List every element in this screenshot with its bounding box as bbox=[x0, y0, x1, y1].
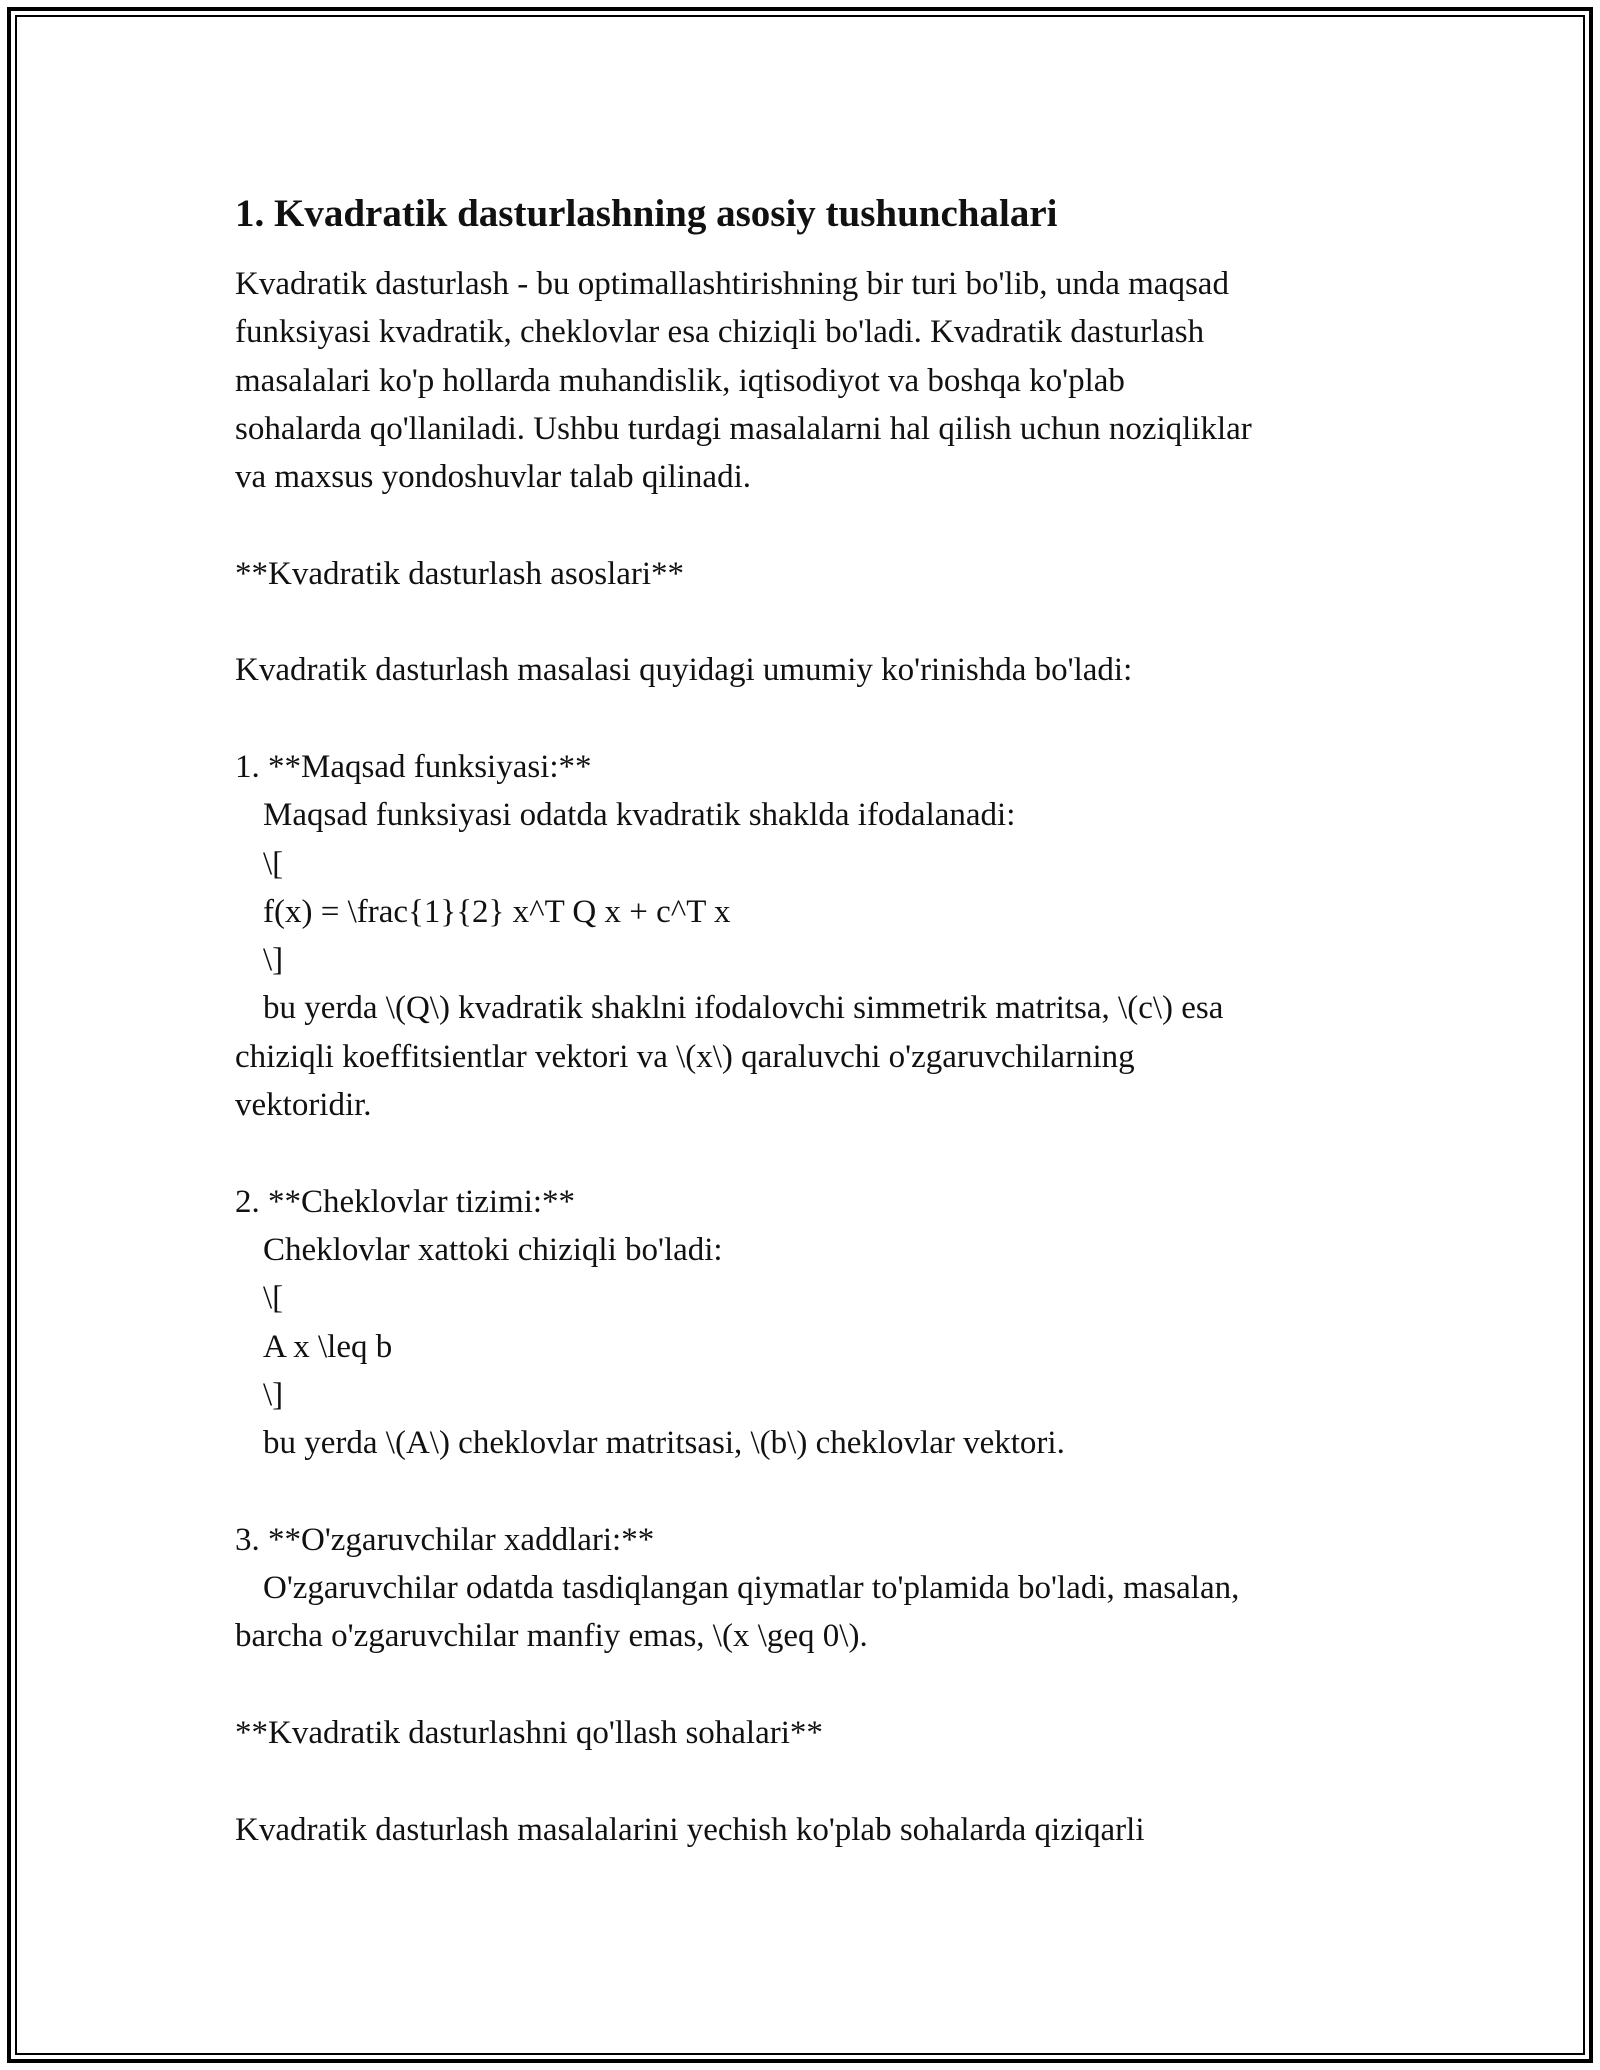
blank-line bbox=[235, 1467, 1385, 1515]
list-item-2-title: 2. **Cheklovlar tizimi:** bbox=[235, 1183, 576, 1220]
document-body bbox=[235, 190, 1385, 1854]
intro-line-1: Kvadratik dasturlash - bu optimallashtirishning bir turi bo'lib, unda maqsad bbox=[235, 266, 1229, 302]
formula-open: \[ bbox=[263, 1280, 284, 1317]
intro-line-5: va maxsus yondoshuvlar talab qilinadi. bbox=[235, 459, 751, 496]
blank-line bbox=[235, 695, 1385, 743]
blank-line bbox=[235, 501, 1385, 549]
formula-open: \[ bbox=[263, 845, 284, 882]
intro-line-3: masalalari ko'p hollarda muhandislik, iqtisodiyot va boshqa ko'plab bbox=[235, 362, 1125, 399]
blank-line bbox=[235, 1661, 1385, 1709]
general-form-line: Kvadratik dasturlash masalasi quyidagi umumiy ko'rinishda bo'ladi: bbox=[235, 652, 1133, 689]
blank-line bbox=[235, 1129, 1385, 1177]
list-item-3-text-1: O'zgaruvchilar odatda tasdiqlangan qiymatlar to'plamida bo'ladi, masalan, bbox=[263, 1570, 1240, 1607]
list-item-1-title: 1. **Maqsad funksiyasi:** bbox=[235, 748, 592, 785]
blank-line bbox=[235, 1757, 1385, 1805]
formula-objective: f(x) = \frac{1}{2} x^T Q x + c^T x bbox=[263, 893, 731, 930]
section-heading: 1. Kvadratik dasturlashning asosiy tushunchalari bbox=[235, 192, 1058, 235]
formula-constraint: A x \leq b bbox=[263, 1328, 393, 1365]
formula-close: \] bbox=[263, 942, 284, 979]
list-item-1-text: Maqsad funksiyasi odatda kvadratik shaklda ifodalanadi: bbox=[263, 797, 1016, 834]
list-item-1-explanation-2: chiziqli koeffitsientlar vektori va \(x\) qaraluvchi o'zgaruvchilarning bbox=[235, 1038, 1135, 1075]
list-item-3-title: 3. **O'zgaruvchilar xaddlari:** bbox=[235, 1521, 655, 1558]
intro-line-2: funksiyasi kvadratik, cheklovlar esa chiziqli bo'ladi. Kvadratik dasturlash bbox=[235, 314, 1205, 351]
formula-close: \] bbox=[263, 1376, 284, 1413]
list-item-3-text-2: barcha o'zgaruvchilar manfiy emas, \(x \geq 0\). bbox=[235, 1618, 868, 1655]
subheading-asoslari: **Kvadratik dasturlash asoslari** bbox=[235, 555, 685, 592]
list-item-2-text: Cheklovlar xattoki chiziqli bo'ladi: bbox=[263, 1231, 723, 1268]
intro-line-4: sohalarda qo'llaniladi. Ushbu turdagi masalalarni hal qilish uchun noziqliklar bbox=[235, 410, 1252, 447]
list-item-2-explanation: bu yerda \(A\) cheklovlar matritsasi, \(b\) cheklovlar vektori. bbox=[263, 1425, 1065, 1462]
blank-line bbox=[235, 598, 1385, 646]
list-item-1-explanation-1: bu yerda \(Q\) kvadratik shaklni ifodalovchi simmetrik matritsa, \(c\) esa bbox=[263, 990, 1224, 1027]
list-item-1-explanation-3: vektoridir. bbox=[235, 1087, 372, 1124]
closing-line: Kvadratik dasturlash masalalarini yechish ko'plab sohalarda qiziqarli bbox=[235, 1811, 1145, 1848]
subheading-sohalari: **Kvadratik dasturlashni qo'llash sohalari** bbox=[235, 1714, 823, 1751]
